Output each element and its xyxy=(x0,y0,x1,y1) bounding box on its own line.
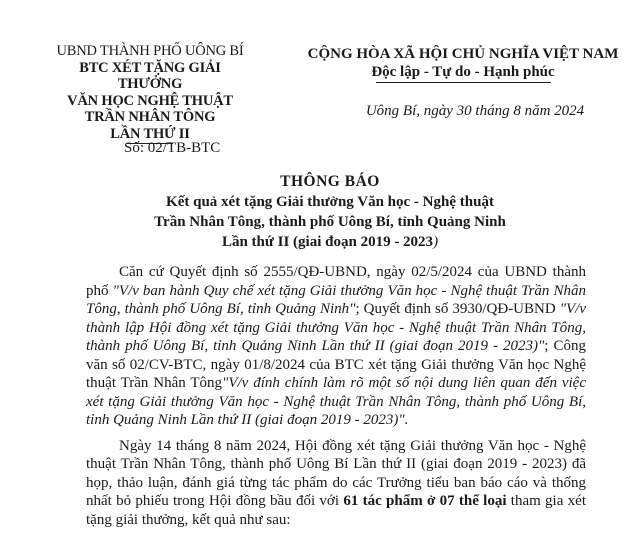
issuing-agency-header xyxy=(50,43,250,144)
motto: Độc lập - Tự do - Hạnh phúc xyxy=(371,64,555,80)
agency-line-1: UBND THÀNH PHỐ UÔNG BÍ xyxy=(56,43,244,59)
para1-text-2: ; Quyết định số 3930/QĐ-UBND xyxy=(355,301,560,317)
paragraph-legal-basis xyxy=(86,263,586,430)
para2-bold-count: 61 tác phẩm ở 07 thể loại xyxy=(343,493,507,509)
national-motto-header xyxy=(298,45,628,83)
paragraph-meeting-result xyxy=(86,437,586,530)
country-name: CỘNG HÒA XÃ HỘI CHỦ NGHĨA VIỆT NAM xyxy=(307,46,619,62)
agency-line-5: LẦN THỨ II xyxy=(110,125,190,142)
para1-quote-2: "V/v thành lập Hội đồng xét tặng Giải thưởng Văn học - Nghệ thuật Trần Nhân Tông, thành phố Uông Bí, tỉnh Quảng Ninh Lần thứ II (giai đoạn 2019 - 2023)" xyxy=(86,301,587,354)
agency-line-2: BTC XÉT TẶNG GIẢI THƯỞNG xyxy=(79,59,221,92)
document-number: Số: 02/TB-BTC xyxy=(124,140,221,156)
motto-underline xyxy=(376,82,551,83)
title-line-3 xyxy=(100,232,560,252)
para2-text-1: Ngày 14 tháng 8 năm 2024, Hội đồng xét tặng Giải thưởng Văn học - Nghệ thuật Trần Nhân Tông, thành phố Uông Bí Lần thứ II (giai đoạn 2019 - 2023) đã họp, thảo luận, đánh giá từng tác phẩm do các Trưởng tiểu ban báo cáo và thống nhất bỏ phiếu trong Hội đồng bầu đối với xyxy=(86,437,586,509)
title-line-3-tail: ) xyxy=(433,234,439,250)
para1-quote-3: "V/v đính chính làm rõ một số nội dung liên quan đến việc xét tặng Giải thưởng Văn học - Nghệ thuật Trần Nhân Tông, thành phố Uông Bí, tỉnh Quảng Ninh Lần thứ II (giai đoạn 2019 - 2023)". xyxy=(86,375,586,428)
agency-line-4: TRẦN NHÂN TÔNG xyxy=(84,109,216,125)
title-line-1: Kết quả xét tặng Giải thưởng Văn học - Nghệ thuật xyxy=(166,194,494,210)
place-date: Uông Bí, ngày 30 tháng 8 năm 2024 xyxy=(365,103,585,119)
agency-line-3: VĂN HỌC NGHỆ THUẬT xyxy=(67,92,233,109)
para1-text-1: Căn cứ Quyết định số 2555/QĐ-UBND, ngày 02/5/2024 của UBND thành phố xyxy=(86,264,586,299)
title-line-3-main: Lần thứ II (giai đoạn 2019 - 2023 xyxy=(221,234,434,250)
para1-text-3: ; Công văn số 02/CV-BTC, ngày 01/8/2024 của BTC xét tặng Giải thưởng Văn học Nghệ thuật Trần Nhân Tông xyxy=(86,338,586,391)
title-heading: THÔNG BÁO xyxy=(280,173,380,190)
body-text xyxy=(86,263,586,536)
title-line-2: Trần Nhân Tông, thành phố Uông Bí, tỉnh Quảng Ninh xyxy=(154,214,506,230)
para2-text-2: tham gia xét tặng giải thưởng, kết quả như sau: xyxy=(86,493,586,528)
para1-quote-1: "V/v ban hành Quy chế xét tặng Giải thưởng Văn học - Nghệ thuật Trần Nhân Tông, thành phố Uông Bí, tỉnh Quảng Ninh" xyxy=(86,282,587,317)
document-title xyxy=(100,172,560,252)
